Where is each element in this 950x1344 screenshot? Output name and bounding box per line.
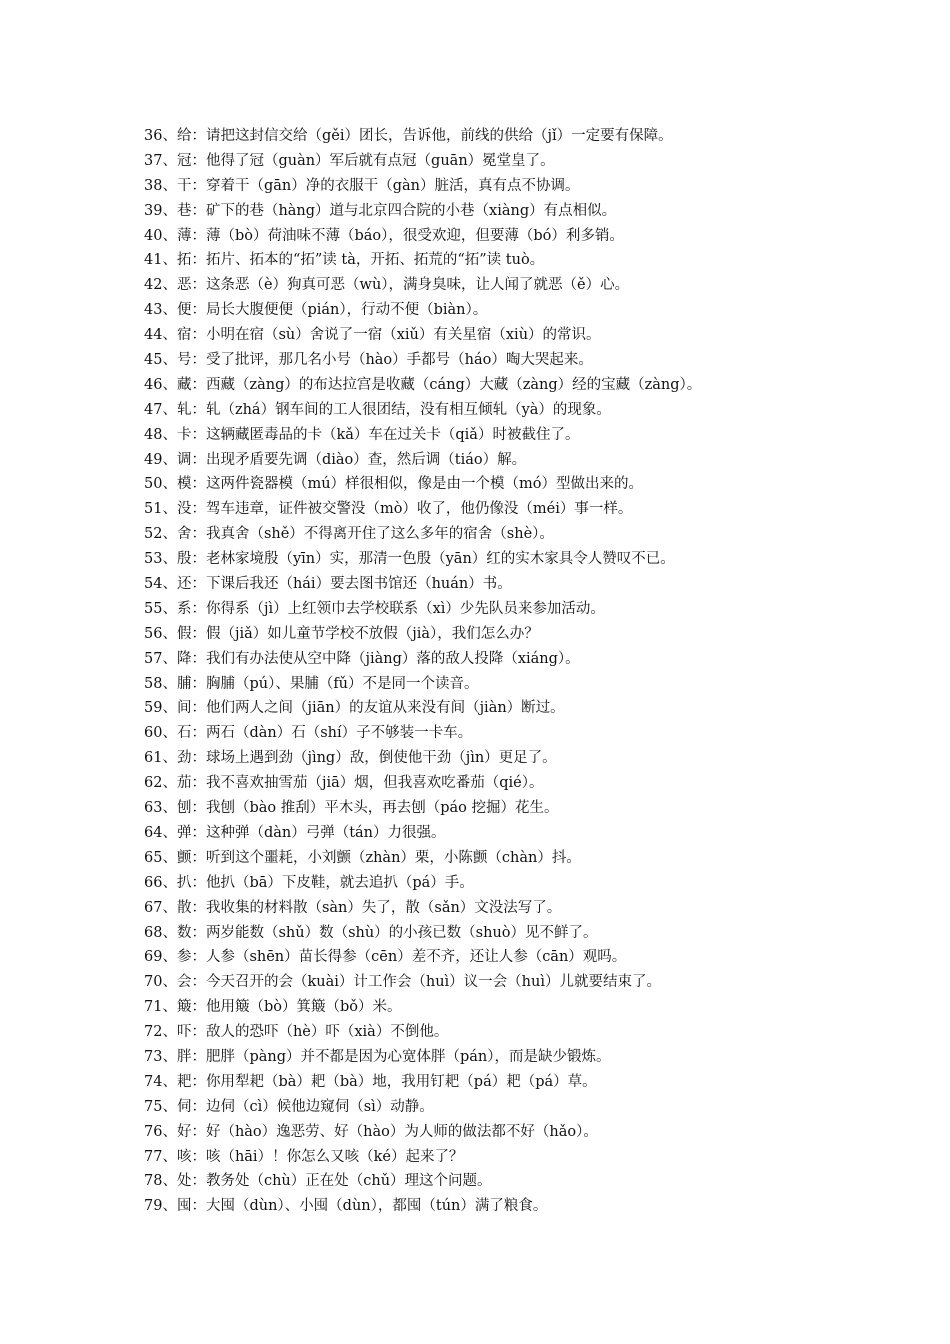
entry-line: 62、茄：我不喜欢抽雪茄（jiā）烟，但我喜欢吃番茄（qié）。 [144,775,544,792]
entry-line: 47、轧：轧（zhá）钢车间的工人很团结，没有相互倾轧（yà）的现象。 [144,401,611,418]
entry-line: 70、会：今天召开的会（kuài）计工作会（huì）议一会（huì）儿就要结束了。 [144,974,661,991]
entry-line: 48、卡：这辆藏匿毒品的卡（kǎ）车在过关卡（qiǎ）时被截住了。 [144,426,580,443]
entry-line: 78、处：教务处（chù）正在处（chǔ）理这个问题。 [144,1173,492,1190]
entry-line: 53、殷：老林家境殷（yīn）实，那清一色殷（yān）红的实木家具令人赞叹不已。 [144,551,675,568]
entry-line: 39、巷：矿下的巷（hàng）道与北京四合院的小巷（xiàng）有点相似。 [144,202,617,219]
entry-line: 75、伺：边伺（cì）候他边窥伺（sì）动静。 [144,1098,434,1115]
entry-line: 60、石：两石（dàn）石（shí）子不够装一卡车。 [144,725,473,742]
entry-line: 41、拓：拓片、拓本的“拓”读 tà，开拓、拓荒的“拓”读 tuò。 [144,252,545,269]
entry-line: 43、便：局长大腹便便（pián），行动不便（biàn）。 [144,302,488,319]
entry-line: 51、没：驾车违章，证件被交警没（mò）收了，他仍像没（méi）事一样。 [144,501,633,518]
entry-line: 66、扒：他扒（bā）下皮鞋，就去追扒（pá）手。 [144,874,474,891]
entry-line: 55、系：你得系（jì）上红领巾去学校联系（xì）少先队员来参加活动。 [144,600,605,617]
entry-line: 73、胖：肥胖（pàng）并不都是因为心宽体胖（pán），而是缺少锻炼。 [144,1048,611,1065]
entry-line: 56、假：假（jiǎ）如儿童节学校不放假（jià），我们怎么办？ [144,625,539,642]
entry-line: 37、冠：他得了冠（guàn）军后就有点冠（guān）冕堂皇了。 [144,152,555,169]
entry-line: 38、干：穿着干（gān）净的衣服干（gàn）脏活，真有点不协调。 [144,177,580,194]
entry-line: 52、舍：我真舍（shě）不得离开住了这么多年的宿舍（shè）。 [144,526,554,543]
entry-line: 36、给：请把这封信交给（gěi）团长，告诉他，前线的供给（jǐ）一定要有保障。 [144,128,673,144]
entry-line: 59、间：他们两人之间（jiān）的友谊从来没有间（jiàn）断过。 [144,700,565,717]
entry-line: 74、耙：你用犁耙（bà）耙（bà）地，我用钉耙（pá）耙（pá）草。 [144,1073,597,1090]
entry-line: 76、好：好（hào）逸恶劳、好（hào）为人师的做法都不好（hǎo）。 [144,1123,598,1140]
entry-line: 68、数：两岁能数（shǔ）数（shù）的小孩已数（shuò）见不鲜了。 [144,924,598,941]
entry-line: 61、劲：球场上遇到劲（jìng）敌，倒使他干劲（jìn）更足了。 [144,750,557,767]
entry-line: 54、还：下课后我还（hái）要去图书馆还（huán）书。 [144,576,512,593]
entry-line: 40、薄：薄（bò）荷油味不薄（báo），很受欢迎，但要薄（bó）利多销。 [144,227,624,244]
entry-line: 79、囤：大囤（dùn）、小囤（dùn），都囤（tún）满了粮食。 [144,1198,548,1215]
entry-line: 46、藏：西藏（zàng）的布达拉宫是收藏（cáng）大藏（zàng）经的宝藏（zàng）。 [144,376,702,393]
entry-line: 77、咳：咳（hāi）！你怎么又咳（ké）起来了？ [144,1148,464,1165]
entry-line: 71、簸：他用簸（bò）箕簸（bǒ）米。 [144,999,402,1016]
entry-line: 58、脯：胸脯（pú）、果脯（fǔ）不是同一个读音。 [144,675,479,692]
entry-line: 64、弹：这种弹（dàn）弓弹（tán）力很强。 [144,824,446,841]
entry-line: 65、颤：听到这个噩耗，小刘颤（zhàn）栗，小陈颤（chàn）抖。 [144,849,581,866]
entry-line: 67、散：我收集的材料散（sàn）失了，散（sǎn）文没法写了。 [144,899,562,916]
entry-line: 50、模：这两件瓷器模（mú）样很相似，像是由一个模（mó）型做出来的。 [144,476,644,493]
entry-line: 63、刨：我刨（bào 推刮）平木头，再去刨（páo 挖掘）花生。 [144,800,559,817]
entry-line: 69、参：人参（shēn）苗长得参（cēn）差不齐，还让人参（cān）观吗。 [144,949,627,966]
entry-line: 42、恶：这条恶（è）狗真可恶（wù），满身臭味，让人闻了就恶（ě）心。 [144,277,630,294]
entry-line: 57、降：我们有办法使从空中降（jiàng）落的敌人投降（xiáng）。 [144,650,580,667]
entry-line: 49、调：出现矛盾要先调（diào）查，然后调（tiáo）解。 [144,451,527,468]
entry-line: 45、号：受了批评，那几名小号（hào）手都号（háo）啕大哭起来。 [144,352,593,369]
entry-line: 44、宿：小明在宿（sù）舍说了一宿（xiǔ）有关星宿（xiù）的常识。 [144,327,601,344]
polyphone-list [144,124,934,1219]
entry-line: 72、吓：敌人的恐吓（hè）吓（xià）不倒他。 [144,1024,449,1041]
